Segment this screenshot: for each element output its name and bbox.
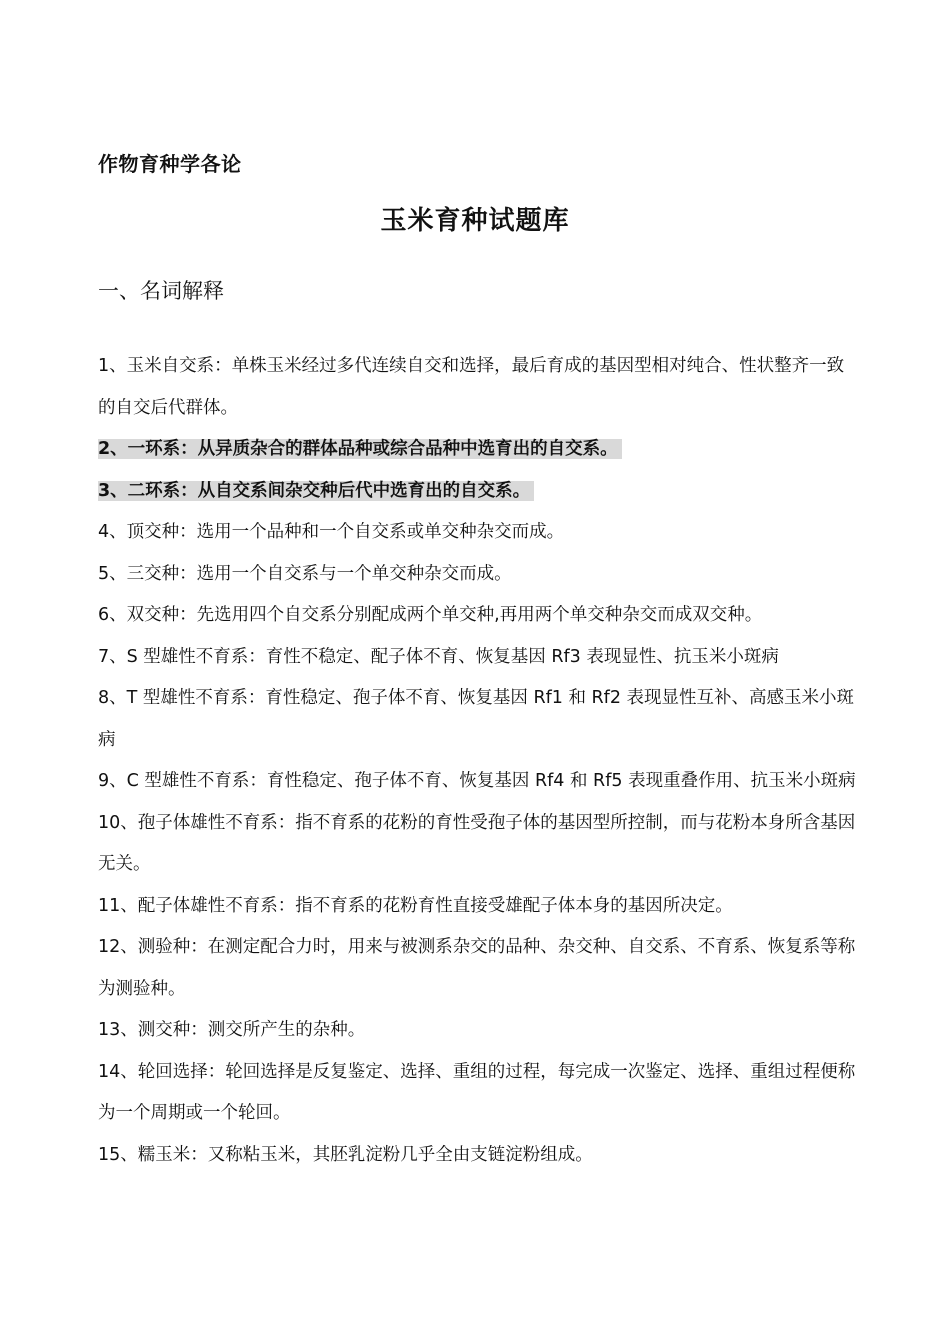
entry-text: 10、孢子体雄性不育系：指不育系的花粉的育性受孢子体的基因型所控制，而与花粉本身所含基因无关。	[98, 812, 856, 874]
list-item	[98, 927, 856, 1010]
list-item	[98, 886, 856, 928]
section-heading: 一、名词解释	[98, 279, 224, 303]
list-item	[98, 803, 856, 886]
list-item	[98, 512, 856, 554]
entry-text: 3、二环系：从自交系间杂交种后代中选育出的自交系。	[98, 481, 534, 501]
entry-text: 12、测验种：在测定配合力时，用来与被测系杂交的品种、杂交种、自交系、不育系、恢复系等称为测验种。	[98, 937, 856, 999]
list-item	[98, 1135, 856, 1177]
list-item	[98, 595, 856, 637]
entry-text: 5、三交种：选用一个自交系与一个单交种杂交而成。	[98, 563, 512, 584]
entry-text: 14、轮回选择：轮回选择是反复鉴定、选择、重组的过程，每完成一次鉴定、选择、重组过程便称为一个周期或一个轮回。	[98, 1061, 856, 1123]
document-title: 玉米育种试题库	[380, 206, 570, 236]
list-item	[98, 554, 856, 596]
entry-text: 15、糯玉米：又称粘玉米，其胚乳淀粉几乎全由支链淀粉组成。	[98, 1144, 593, 1165]
course-title: 作物育种学各论	[98, 152, 242, 176]
entry-text: 8、T 型雄性不育系：育性稳定、孢子体不育、恢复基因 Rf1 和 Rf2 表现显性互补、高感玉米小斑病	[98, 688, 855, 750]
list-item	[98, 1010, 856, 1052]
list-item-highlighted	[98, 471, 856, 513]
list-item	[98, 346, 856, 429]
entry-text: 7、S 型雄性不育系：育性不稳定、配子体不育、恢复基因 Rf3 表现显性、抗玉米小斑病	[98, 646, 779, 667]
entry-text: 1、玉米自交系：单株玉米经过多代连续自交和选择，最后育成的基因型相对纯合、性状整齐一致的自交后代群体。	[98, 356, 845, 418]
list-item-highlighted	[98, 429, 856, 471]
list-item	[98, 637, 856, 679]
entry-text: 13、测交种：测交所产生的杂种。	[98, 1020, 366, 1040]
list-item	[98, 678, 856, 761]
entry-text: 11、配子体雄性不育系：指不育系的花粉育性直接受雄配子体本身的基因所决定。	[98, 895, 733, 916]
entry-text: 6、双交种：先选用四个自交系分别配成两个单交种,再用两个单交种杂交而成双交种。	[98, 605, 763, 625]
list-item	[98, 761, 856, 803]
entry-text: 9、C 型雄性不育系：育性稳定、孢子体不育、恢复基因 Rf4 和 Rf5 表现重叠作用、抗玉米小斑病	[98, 771, 856, 791]
list-item	[98, 1052, 856, 1135]
term-definition-list	[98, 346, 856, 1176]
entry-text: 4、顶交种：选用一个品种和一个自交系或单交种杂交而成。	[98, 522, 565, 542]
entry-text: 2、一环系：从异质杂合的群体品种或综合品种中选育出的自交系。	[98, 439, 622, 459]
